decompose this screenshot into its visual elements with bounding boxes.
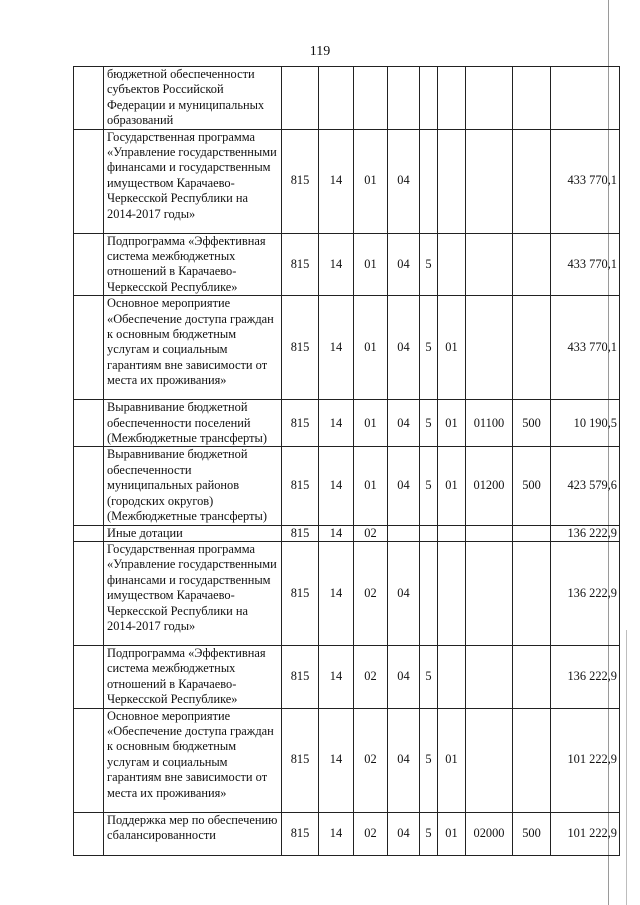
item-name-cell: Выравнивание бюджетной обеспеченности муниципальных районов (городских округов) (Межбюджетные трансферты): [104, 447, 282, 525]
table-row: [74, 447, 620, 525]
expense-type-cell: [513, 233, 551, 296]
table-row: [74, 645, 620, 708]
department-code-cell: 815: [282, 645, 319, 708]
subprogram-code-cell: 5: [420, 400, 438, 447]
section-code-cell: 14: [319, 400, 354, 447]
amount-cell: 433 770,1: [551, 129, 620, 233]
section-code-cell: 14: [319, 447, 354, 525]
amount-cell: [551, 67, 620, 130]
program-code-cell: 04: [388, 129, 420, 233]
measure-code-cell: 01: [438, 296, 466, 400]
direction-code-cell: [466, 296, 513, 400]
row-number-cell: [74, 708, 104, 812]
subprogram-code-cell: 5: [420, 447, 438, 525]
subsection-code-cell: 02: [354, 708, 388, 812]
measure-code-cell: [438, 233, 466, 296]
subprogram-code-cell: 5: [420, 645, 438, 708]
program-code-cell: 04: [388, 400, 420, 447]
subsection-code-cell: 01: [354, 233, 388, 296]
row-number-cell: [74, 447, 104, 525]
direction-code-cell: [466, 67, 513, 130]
measure-code-cell: [438, 129, 466, 233]
direction-code-cell: 02000: [466, 812, 513, 855]
item-name-cell: Основное мероприятие «Обеспечение доступа граждан к основным бюджетным услугам и социальным гарантиям вне зависимости от места их проживания»: [104, 708, 282, 812]
amount-cell: 433 770,1: [551, 233, 620, 296]
expense-type-cell: 500: [513, 400, 551, 447]
budget-table: [73, 66, 620, 856]
item-name-cell: Государственная программа «Управление государственными финансами и государственным имуществом Карачаево-Черкесской Республики на 2014-2017 годы»: [104, 541, 282, 645]
program-code-cell: 04: [388, 812, 420, 855]
program-code-cell: 04: [388, 708, 420, 812]
measure-code-cell: 01: [438, 812, 466, 855]
subprogram-code-cell: 5: [420, 233, 438, 296]
amount-cell: 136 222,9: [551, 541, 620, 645]
measure-code-cell: [438, 541, 466, 645]
item-name-cell: Подпрограмма «Эффективная система межбюджетных отношений в Карачаево-Черкесской Республике»: [104, 233, 282, 296]
row-number-cell: [74, 296, 104, 400]
row-number-cell: [74, 541, 104, 645]
program-code-cell: 04: [388, 296, 420, 400]
expense-type-cell: [513, 129, 551, 233]
table-row: [74, 400, 620, 447]
subsection-code-cell: 01: [354, 129, 388, 233]
row-number-cell: [74, 645, 104, 708]
expense-type-cell: [513, 541, 551, 645]
subsection-code-cell: 01: [354, 296, 388, 400]
table-row: [74, 708, 620, 812]
table-row: [74, 296, 620, 400]
measure-code-cell: [438, 67, 466, 130]
subsection-code-cell: 02: [354, 525, 388, 541]
program-code-cell: [388, 525, 420, 541]
section-code-cell: 14: [319, 296, 354, 400]
department-code-cell: 815: [282, 812, 319, 855]
row-number-cell: [74, 233, 104, 296]
expense-type-cell: [513, 708, 551, 812]
section-code-cell: 14: [319, 525, 354, 541]
table-row: [74, 812, 620, 855]
item-name-cell: бюджетной обеспеченности субъектов Российской Федерации и муниципальных образований: [104, 67, 282, 130]
amount-cell: 433 770,1: [551, 296, 620, 400]
program-code-cell: 04: [388, 541, 420, 645]
measure-code-cell: [438, 645, 466, 708]
department-code-cell: 815: [282, 129, 319, 233]
expense-type-cell: [513, 296, 551, 400]
section-code-cell: 14: [319, 129, 354, 233]
subprogram-code-cell: 5: [420, 708, 438, 812]
department-code-cell: 815: [282, 541, 319, 645]
subprogram-code-cell: [420, 129, 438, 233]
subprogram-code-cell: 5: [420, 296, 438, 400]
expense-type-cell: [513, 645, 551, 708]
section-code-cell: [319, 67, 354, 130]
item-name-cell: Основное мероприятие «Обеспечение доступа граждан к основным бюджетным услугам и социальным гарантиям вне зависимости от места их проживания»: [104, 296, 282, 400]
direction-code-cell: [466, 645, 513, 708]
expense-type-cell: 500: [513, 812, 551, 855]
measure-code-cell: 01: [438, 708, 466, 812]
table-row: [74, 129, 620, 233]
subprogram-code-cell: [420, 525, 438, 541]
item-name-cell: Поддержка мер по обеспечению сбалансированности: [104, 812, 282, 855]
subsection-code-cell: 01: [354, 400, 388, 447]
subsection-code-cell: 01: [354, 447, 388, 525]
department-code-cell: 815: [282, 400, 319, 447]
item-name-cell: Государственная программа «Управление государственными финансами и государственным имуществом Карачаево-Черкесской Республики на 2014-2017 годы»: [104, 129, 282, 233]
direction-code-cell: [466, 233, 513, 296]
expense-type-cell: [513, 67, 551, 130]
table-row: [74, 525, 620, 541]
measure-code-cell: 01: [438, 447, 466, 525]
measure-code-cell: [438, 525, 466, 541]
page-number: 119: [309, 44, 331, 59]
subprogram-code-cell: [420, 541, 438, 645]
section-code-cell: 14: [319, 233, 354, 296]
direction-code-cell: [466, 708, 513, 812]
direction-code-cell: [466, 541, 513, 645]
program-code-cell: 04: [388, 447, 420, 525]
amount-cell: 10 190,5: [551, 400, 620, 447]
department-code-cell: 815: [282, 233, 319, 296]
department-code-cell: 815: [282, 708, 319, 812]
row-number-cell: [74, 67, 104, 130]
item-name-cell: Иные дотации: [104, 525, 282, 541]
row-number-cell: [74, 812, 104, 855]
expense-type-cell: [513, 525, 551, 541]
subprogram-code-cell: 5: [420, 812, 438, 855]
amount-cell: 423 579,6: [551, 447, 620, 525]
table-row: [74, 541, 620, 645]
table-row: [74, 233, 620, 296]
amount-cell: 136 222,9: [551, 645, 620, 708]
program-code-cell: [388, 67, 420, 130]
amount-cell: 136 222,9: [551, 525, 620, 541]
direction-code-cell: [466, 129, 513, 233]
measure-code-cell: 01: [438, 400, 466, 447]
amount-cell: 101 222,9: [551, 708, 620, 812]
program-code-cell: 04: [388, 233, 420, 296]
row-number-cell: [74, 129, 104, 233]
subsection-code-cell: 02: [354, 541, 388, 645]
table-row: [74, 67, 620, 130]
direction-code-cell: 01200: [466, 447, 513, 525]
budget-table-body: [74, 67, 620, 856]
section-code-cell: 14: [319, 645, 354, 708]
department-code-cell: 815: [282, 296, 319, 400]
department-code-cell: [282, 67, 319, 130]
subsection-code-cell: [354, 67, 388, 130]
subsection-code-cell: 02: [354, 645, 388, 708]
row-number-cell: [74, 525, 104, 541]
row-number-cell: [74, 400, 104, 447]
scan-edge-line-secondary: [626, 630, 627, 905]
expense-type-cell: 500: [513, 447, 551, 525]
department-code-cell: 815: [282, 447, 319, 525]
subsection-code-cell: 02: [354, 812, 388, 855]
subprogram-code-cell: [420, 67, 438, 130]
item-name-cell: Выравнивание бюджетной обеспеченности поселений (Межбюджетные трансферты): [104, 400, 282, 447]
section-code-cell: 14: [319, 708, 354, 812]
department-code-cell: 815: [282, 525, 319, 541]
program-code-cell: 04: [388, 645, 420, 708]
direction-code-cell: [466, 525, 513, 541]
section-code-cell: 14: [319, 541, 354, 645]
amount-cell: 101 222,9: [551, 812, 620, 855]
item-name-cell: Подпрограмма «Эффективная система межбюджетных отношений в Карачаево-Черкесской Республике»: [104, 645, 282, 708]
section-code-cell: 14: [319, 812, 354, 855]
direction-code-cell: 01100: [466, 400, 513, 447]
